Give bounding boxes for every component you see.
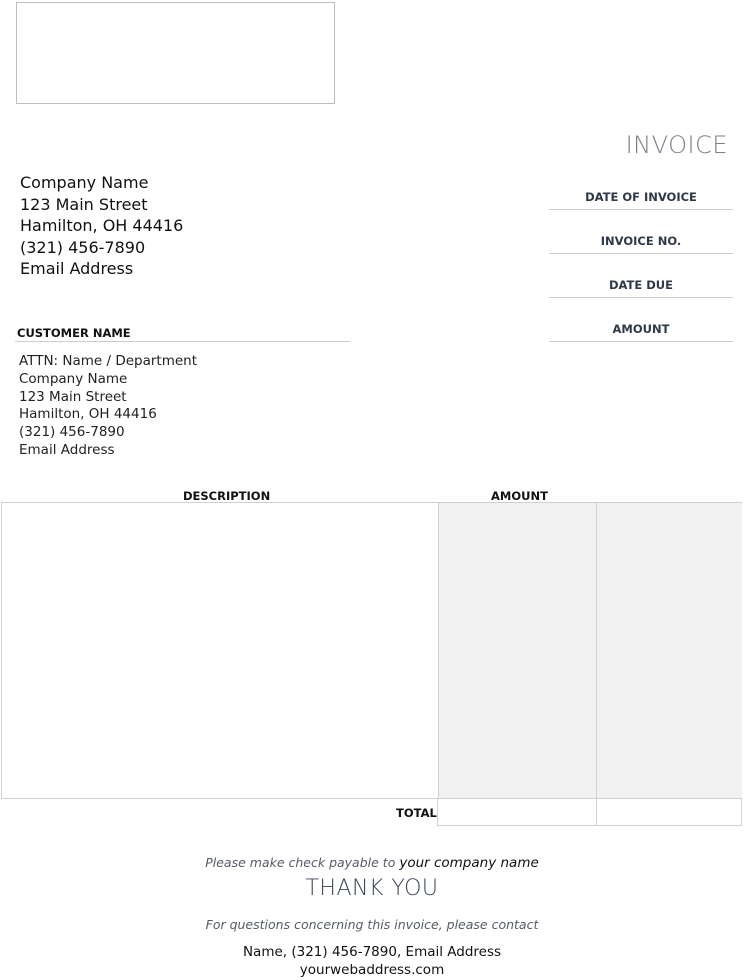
date-due-field — [549, 254, 733, 298]
customer-attn: ATTN: Name / Department — [19, 353, 198, 369]
customer-phone: (321) 456-7890 — [19, 424, 125, 441]
customer-email: Email Address — [19, 441, 115, 458]
company-name: Company Name — [20, 173, 149, 192]
contact-line: Name, (321) 456-7890, Email Address — [242, 944, 502, 960]
invoice-title: INVOICE — [625, 131, 728, 159]
company-email: Email Address — [20, 259, 134, 278]
total-divider — [596, 799, 597, 826]
customer-divider — [15, 341, 350, 342]
amount-field — [549, 298, 733, 342]
date-of-invoice-label: DATE OF INVOICE — [585, 190, 697, 204]
description-column — [2, 503, 437, 798]
amount-label: AMOUNT — [612, 322, 670, 336]
thank-you: THANK YOU — [305, 876, 439, 901]
total-row — [437, 799, 742, 826]
total-label: TOTAL — [396, 806, 437, 820]
payable-line — [0, 855, 744, 871]
customer-name-label: CUSTOMER NAME — [17, 326, 131, 340]
invoice-no-field — [549, 210, 733, 254]
customer-street: 123 Main Street — [19, 388, 127, 405]
logo-placeholder — [16, 2, 335, 104]
amount-column — [438, 503, 597, 798]
questions-note: For questions concerning this invoice, please contact — [205, 917, 539, 932]
company-address — [20, 172, 183, 280]
invoice-no-label: INVOICE NO. — [600, 234, 682, 248]
company-phone: (321) 456-7890 — [20, 237, 146, 257]
website: yourwebaddress.com — [299, 962, 445, 978]
payable-prefix: Please make check payable to — [205, 855, 396, 870]
company-street: 123 Main Street — [20, 194, 148, 214]
customer-city: Hamilton, OH 44416 — [19, 406, 157, 423]
payable-name: your company name — [399, 855, 539, 871]
date-of-invoice-field — [549, 166, 733, 210]
amount-header: AMOUNT — [491, 489, 548, 503]
date-due-label: DATE DUE — [609, 278, 673, 292]
invoice-meta — [549, 166, 733, 342]
description-header: DESCRIPTION — [183, 489, 271, 503]
amount-subcolumn — [596, 503, 742, 798]
customer-company: Company Name — [19, 370, 128, 387]
customer-address — [19, 353, 197, 460]
company-city: Hamilton, OH 44416 — [20, 216, 184, 235]
